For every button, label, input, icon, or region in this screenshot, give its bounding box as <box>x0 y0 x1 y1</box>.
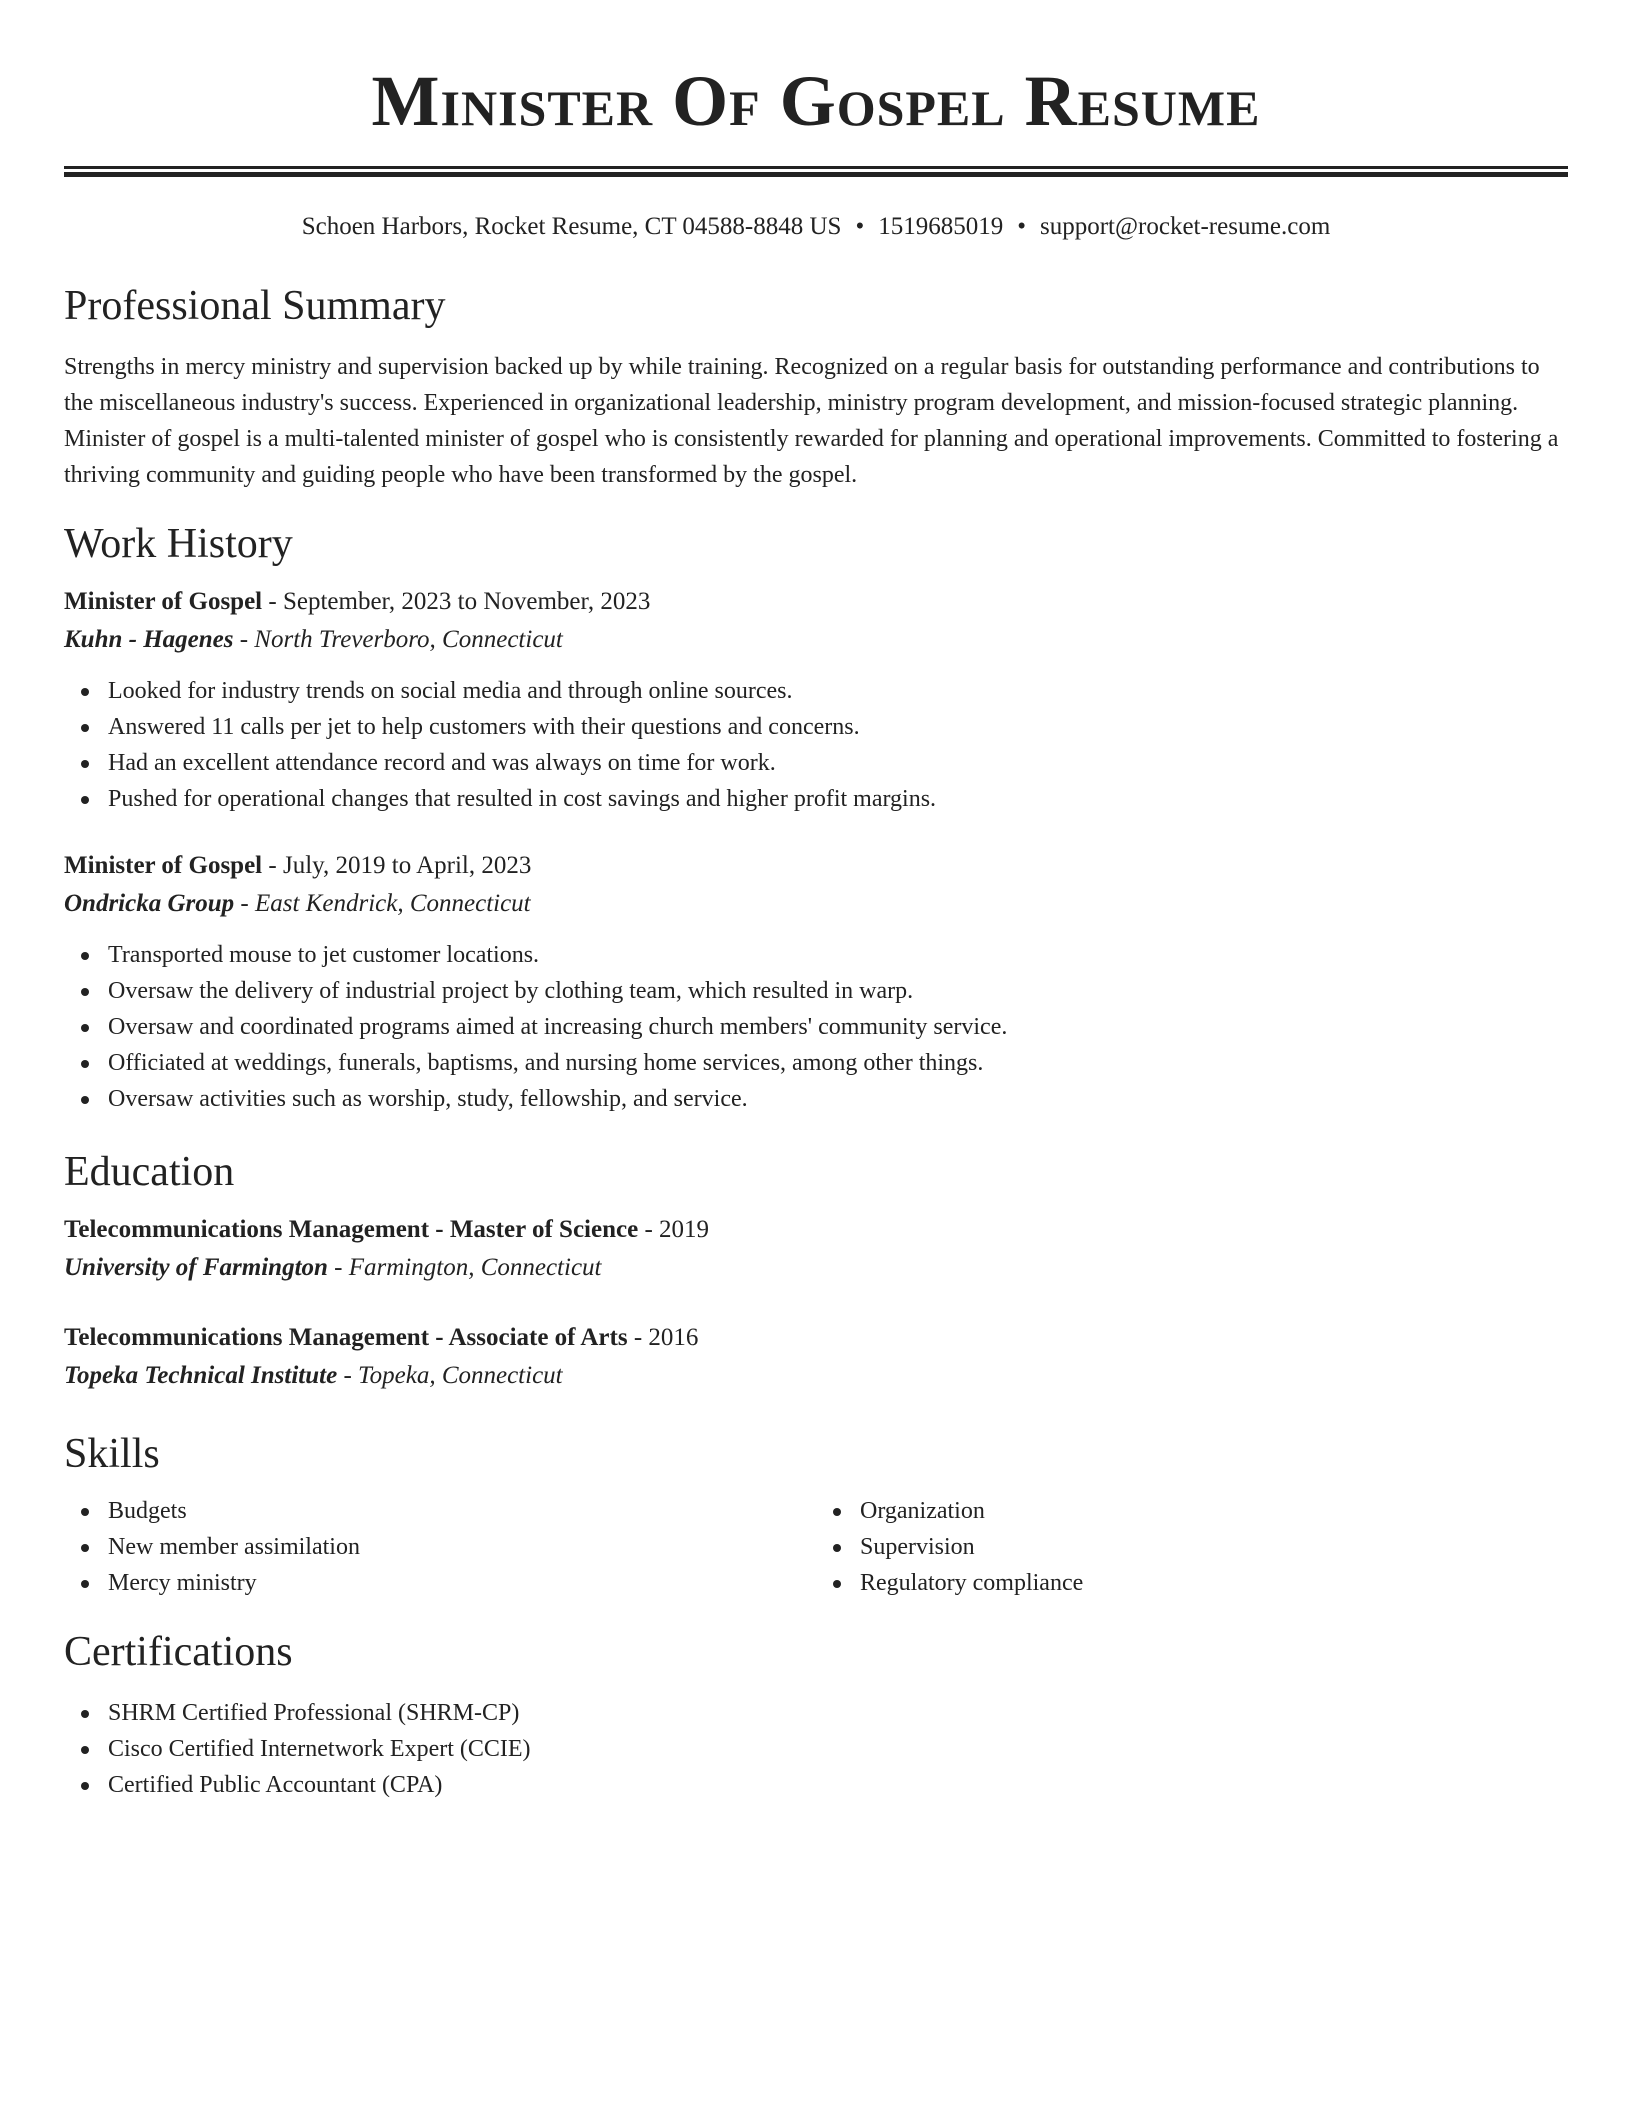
job-title: Minister of Gospel <box>64 852 263 879</box>
contact-phone: 1519685019 <box>878 213 1004 240</box>
skills-heading: Skills <box>64 1431 160 1477</box>
list-item: Oversaw activities such as worship, study, fellowship, and service. <box>64 1081 1568 1117</box>
degree-year: - 2016 <box>627 1324 699 1351</box>
contact-separator: • <box>1017 213 1026 240</box>
skill-item: New member assimilation <box>64 1529 816 1565</box>
list-item: Answered 11 calls per jet to help customers with their questions and concerns. <box>64 709 1568 745</box>
job-title-line <box>64 847 1568 885</box>
degree-line <box>64 1319 1568 1357</box>
school-line <box>64 1249 1568 1287</box>
job-title: Minister of Gospel <box>64 588 263 615</box>
job-company: Kuhn - Hagenes <box>64 626 234 653</box>
list-item: Transported mouse to jet customer locations. <box>64 937 1568 973</box>
certifications-heading: Certifications <box>64 1629 293 1675</box>
school: University of Farmington <box>64 1254 328 1281</box>
list-item: Had an excellent attendance record and was always on time for work. <box>64 745 1568 781</box>
degree: Telecommunications Management - Master of Science <box>64 1216 639 1243</box>
title-divider <box>64 166 1568 177</box>
contact-separator: • <box>855 213 865 240</box>
contact-email: support@rocket-resume.com <box>1040 213 1331 240</box>
list-item: Officiated at weddings, funerals, baptisms, and nursing home services, among other things. <box>64 1045 1568 1081</box>
list-item: Oversaw and coordinated programs aimed at increasing church members' community service. <box>64 1009 1568 1045</box>
skill-item: Budgets <box>64 1493 816 1529</box>
job-entry <box>64 847 1568 1117</box>
summary-text: Strengths in mercy ministry and supervision backed up by while training. Recognized on a regular basis for outstanding performance and contributions to the miscellaneous industry's success. Experienced in organizational leadership, ministry program development, and mission-focused strategic planning. Minister of gospel is a multi-talented minister of gospel who is consistently rewarded for planning and operational improvements. Committed to fostering a thriving community and guiding people who have been transformed by the gospel. <box>64 354 1559 488</box>
school-location: - Farmington, Connecticut <box>327 1254 602 1281</box>
skill-item: Regulatory compliance <box>816 1565 1568 1601</box>
school: Topeka Technical Institute <box>64 1362 338 1389</box>
job-location: - North Treverboro, Connecticut <box>233 626 563 653</box>
skill-item: Organization <box>816 1493 1568 1529</box>
list-item: Pushed for operational changes that resulted in cost savings and higher profit margins. <box>64 781 1568 817</box>
job-entry <box>64 583 1568 817</box>
degree-year: - 2019 <box>638 1216 710 1243</box>
work-history-heading: Work History <box>64 521 293 567</box>
job-title-line <box>64 583 1568 621</box>
skills-right-column <box>816 1493 1568 1601</box>
list-item: Oversaw the delivery of industrial project by clothing team, which resulted in warp. <box>64 973 1568 1009</box>
skills-grid <box>64 1493 1568 1601</box>
job-dates: - July, 2019 to April, 2023 <box>262 852 532 879</box>
school-location: - Topeka, Connecticut <box>337 1362 563 1389</box>
education-entry <box>64 1319 1568 1395</box>
degree-line <box>64 1211 1568 1249</box>
list-item: Looked for industry trends on social media and through online sources. <box>64 673 1568 709</box>
job-company: Ondricka Group <box>64 890 235 917</box>
certifications-list <box>64 1695 1568 1803</box>
school-line <box>64 1357 1568 1395</box>
skill-item: Mercy ministry <box>64 1565 816 1601</box>
job-bullets <box>64 673 1568 817</box>
summary-heading: Professional Summary <box>64 283 446 329</box>
skill-item: Supervision <box>816 1529 1568 1565</box>
skills-left-column <box>64 1493 816 1601</box>
job-bullets <box>64 937 1568 1117</box>
job-company-line <box>64 885 1568 923</box>
certification-item: Certified Public Accountant (CPA) <box>64 1767 1568 1803</box>
job-company-line <box>64 621 1568 659</box>
certification-item: Cisco Certified Internetwork Expert (CCIE) <box>64 1731 1568 1767</box>
contact-address: Schoen Harbors, Rocket Resume, CT 04588-8848 US <box>301 213 842 240</box>
page-title: Minister Of Gospel Resume <box>371 61 1261 141</box>
education-entry <box>64 1211 1568 1287</box>
contact-line <box>64 211 1568 243</box>
job-dates: - September, 2023 to November, 2023 <box>262 588 651 615</box>
degree: Telecommunications Management - Associate of Arts <box>64 1324 628 1351</box>
education-heading: Education <box>64 1149 235 1195</box>
job-location: - East Kendrick, Connecticut <box>234 890 531 917</box>
certification-item: SHRM Certified Professional (SHRM-CP) <box>64 1695 1568 1731</box>
